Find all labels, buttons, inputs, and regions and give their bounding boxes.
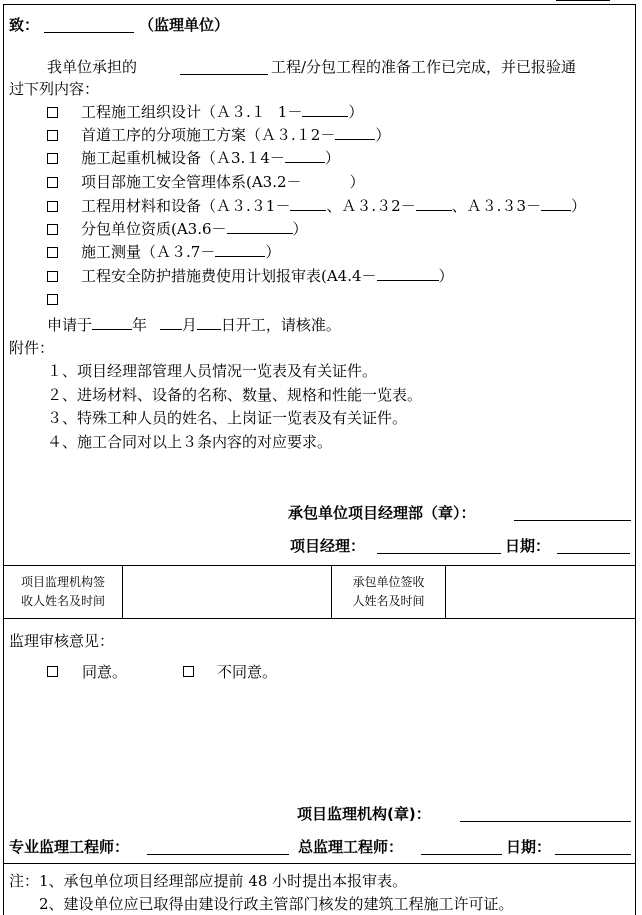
supervision-org-seal-label: 项目监理机构(章)：	[297, 805, 431, 823]
supervision-org-seal-blank[interactable]	[460, 821, 631, 822]
agree-label: 同意。	[82, 663, 128, 681]
chief-engineer-label: 总监理工程师：	[298, 838, 404, 856]
note-line-1: 注：1、承包单位项目经理部应提前 48 小时提出本报审表。	[9, 872, 408, 890]
attachment-item: ３、特殊工种人员的姓名、上岗证一览表及有关证件。	[47, 409, 408, 427]
apply-date-line: 申请于 年 月 日开工，请核准。	[47, 316, 341, 334]
to-blank[interactable]	[44, 32, 134, 33]
checkbox[interactable]	[47, 294, 58, 305]
intro-text-1: 我单位承担的	[47, 58, 138, 76]
attachment-item: １、项目经理部管理人员情况一览表及有关证件。	[47, 362, 378, 380]
chief-engineer-blank[interactable]	[421, 854, 502, 855]
checkbox[interactable]	[47, 153, 58, 164]
review-title: 监理审核意见：	[9, 632, 115, 650]
contractor-dept-label: 承包单位项目经理部（章）：	[288, 504, 476, 522]
disagree-checkbox[interactable]	[183, 666, 194, 677]
checkbox[interactable]	[47, 130, 58, 141]
supervisor-unit-label: （监理单位）	[139, 16, 230, 34]
attachment-item: ４、施工合同对以上３条内容的对应要求。	[47, 433, 333, 451]
project-name-blank[interactable]	[180, 74, 268, 75]
supervisor-receipt-field[interactable]	[124, 567, 330, 617]
checkbox[interactable]	[47, 201, 58, 212]
date-label: 日期：	[505, 537, 551, 555]
agree-checkbox[interactable]	[47, 666, 58, 677]
divider	[445, 565, 446, 619]
disagree-label: 不同意。	[217, 663, 278, 681]
contractor-receipt-field[interactable]	[447, 567, 635, 617]
contractor-dept-blank[interactable]	[514, 520, 631, 521]
note-line-2: 2、建设单位应已取得由建设行政主管部门核发的建筑工程施工许可证。	[9, 895, 514, 913]
checkbox[interactable]	[47, 247, 58, 258]
project-manager-blank[interactable]	[377, 553, 501, 554]
attachments-label: 附件：	[9, 339, 55, 357]
review-section	[3, 618, 636, 864]
intro-text-2: 工程/分包工程的准备工作已完成，并已报验通	[271, 58, 577, 76]
checkbox[interactable]	[47, 177, 58, 188]
review-date-blank[interactable]	[555, 854, 631, 855]
to-label: 致：	[9, 16, 40, 34]
contractor-receipt-label: 承包单位签收 人姓名及时间	[352, 575, 425, 608]
checkbox[interactable]	[47, 107, 58, 118]
top-fragment-line	[556, 0, 610, 1]
pro-engineer-label: 专业监理工程师：	[9, 838, 130, 856]
supervisor-receipt-label: 项目监理机构签 收人姓名及时间	[20, 575, 105, 608]
date-blank[interactable]	[557, 553, 630, 554]
review-date-label: 日期：	[506, 838, 552, 856]
attachment-item: ２、进场材料、设备的名称、数量、规格和性能一览表。	[47, 386, 423, 404]
intro-text-3: 过下列内容：	[9, 80, 100, 98]
checkbox[interactable]	[47, 224, 58, 235]
pro-engineer-blank[interactable]	[147, 854, 289, 855]
checkbox[interactable]	[47, 271, 58, 282]
project-manager-label: 项目经理：	[290, 537, 366, 555]
divider	[122, 565, 123, 619]
